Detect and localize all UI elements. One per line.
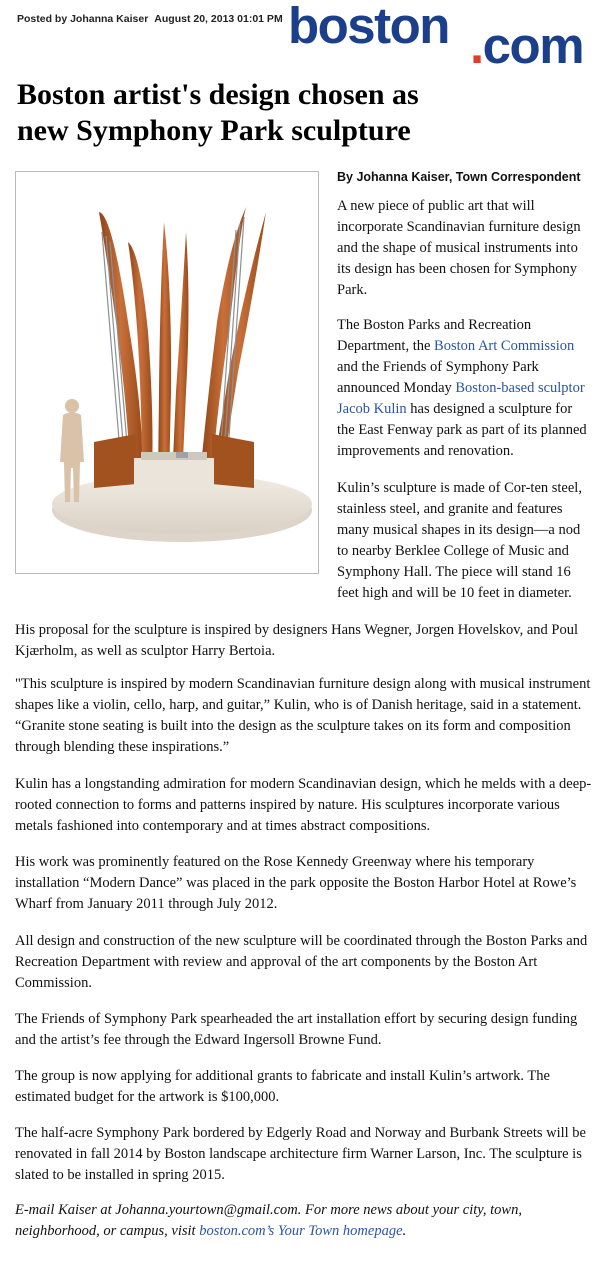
paragraph-funding: The Friends of Symphony Park spearheaded the art installation effort by securing design funding and the artist’s fee through the Edward Ingersoll Browne Fund. (15, 1011, 578, 1048)
paragraph-inspiration: His proposal for the sculpture is inspired by designers Hans Wegner, Jorgen Hovelskov, and Poul Kjærholm, as well as sculptor Harry Bertoia. (15, 622, 578, 659)
paragraph-coordination: All design and construction of the new sculpture will be coordinated through the Boston Parks and Recreation Department with review and approval of the art components by the Boston Art Commission. (15, 933, 588, 991)
your-town-homepage-link[interactable]: boston.com’s Your Town homepage (199, 1223, 403, 1239)
logo-part-com: com (482, 17, 584, 74)
headline-line-2: new Symphony Park sculpture (17, 114, 411, 147)
footer-end: . (402, 1223, 407, 1239)
headline-line-1: Boston artist's design chosen as (17, 78, 419, 111)
paragraph-renovation: The half-acre Symphony Park bordered by Edgerly Road and Norway and Burbank Streets will be renovated in fall 2014 by Boston landscape architecture firm Warner Larson, Inc. The sculpture is slated to be installed in spring 2015. (15, 1125, 586, 1183)
sculpture-illustration (16, 172, 318, 573)
paragraph-quote: "This sculpture is inspired by modern Scandinavian furniture design along with musical instrument shapes like a violin, cello, harp, and guitar,” Kulin, who is of Danish heritage, said in a statement. “Granite stone seating is built into the design as the sculpture takes on its form and composition through blending these inspirations.” (15, 676, 591, 755)
article-footer (15, 1200, 595, 1242)
sculpture-image (15, 171, 319, 574)
article-byline: By Johanna Kaiser, Town Correspondent (337, 170, 581, 184)
article-headline (17, 77, 577, 149)
paragraph-announcement (337, 315, 592, 462)
posted-by: Posted by Johanna Kaiser (17, 13, 149, 25)
jacob-kulin-link[interactable]: Boston-based sculptor Jacob Kulin (337, 380, 585, 417)
footer-text: E-mail Kaiser at Johanna.yourtown@gmail.com. For more news about your city, town, neighborhood, or campus, visit (15, 1202, 522, 1239)
paragraph-budget: The group is now applying for additional grants to fabricate and install Kulin’s artwork. The estimated budget for the artwork is $100,000. (15, 1068, 550, 1105)
post-date: August 20, 2013 01:01 PM (154, 13, 283, 25)
logo-part-boston: boston (288, 0, 449, 54)
paragraph-greenway: His work was prominently featured on the Rose Kennedy Greenway where his temporary installation “Modern Dance” was placed in the park opposite the Boston Harbor Hotel at Rowe’s Wharf from January 2011 through July 2012. (15, 854, 577, 912)
paragraph-admiration: Kulin has a longstanding admiration for modern Scandinavian design, which he melds with a deep-rooted connection to forms and patterns inspired by nature. His sculptures incorporate various metals fashioned into contemporary and at times abstract compositions. (15, 776, 592, 834)
paragraph-announcement-text-3: has designed a sculpture for the East Fenway park as part of its planned improvements and renovation. (337, 401, 587, 459)
paragraph-materials: Kulin’s sculpture is made of Cor-ten steel, stainless steel, and granite and features many musical shapes in its design—a nod to nearby Berklee College of Music and Symphony Hall. The piece will stand 16 feet high and will be 10 feet in diameter. (337, 480, 582, 601)
logo-dot: . (470, 17, 483, 74)
paragraph-intro: A new piece of public art that will incorporate Scandinavian furniture design and the shape of musical instruments into its design has been chosen for Symphony Park. (337, 198, 581, 298)
boston-art-commission-link[interactable]: Boston Art Commission (434, 338, 575, 354)
paragraph-announcement-text-1: The Boston Parks and Recreation Department, the (337, 317, 532, 354)
paragraph-announcement-text-2: and the Friends of Symphony Park announced Monday (337, 359, 539, 396)
post-meta (17, 13, 283, 25)
